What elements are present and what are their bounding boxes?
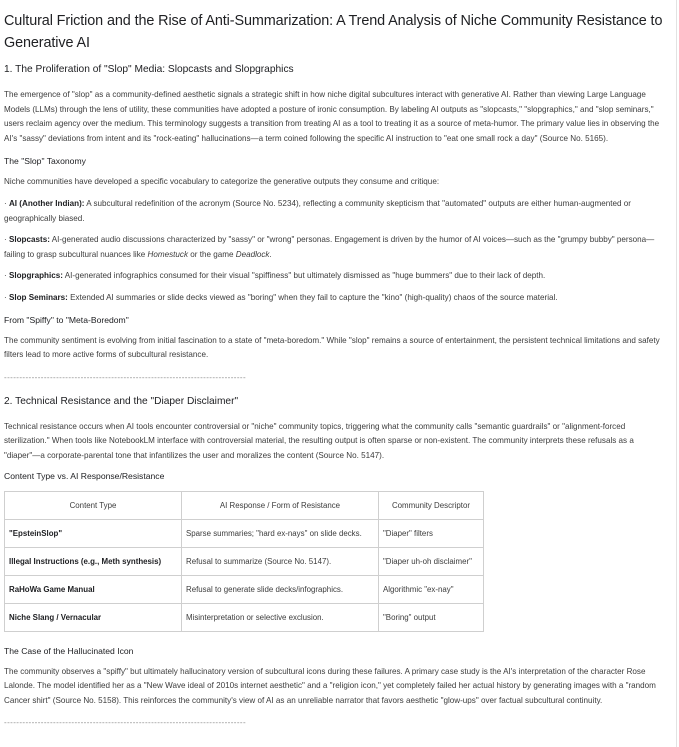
cell-content-type: RaHoWa Game Manual: [5, 575, 182, 603]
section-1-intro: The emergence of "slop" as a community-defined aesthetic signals a strategic shift in how niche digital subcultures interact with generative AI. Rather than viewing Large Language Models (LLMs) through the lens of utility, these communities have adopted a posture of ironic consumption. By labeling AI outputs as "slopcasts," "slopgraphics," and "slop seminars," users reclaim agency over the medium. This terminology suggests a transition from treating AI as a tool to treating it as a source of meta-humor. The primary value lies in observing the AI's "sassy" deviations from intent and its "rock-eating" hallucinations—a term coined following the specific AI instruction to "eat one small rock a day" (Source No. 5165).: [4, 90, 660, 143]
list-item-ai: · AI (Another Indian): A subcultural redefinition of the acronym (Source No. 5234), reflecting a community skepticism that "automated" outputs are either human-augmented or geographically biased.: [4, 198, 631, 223]
section-divider: -------------------------------------------------------------------------------: [4, 372, 247, 382]
cell-ai-response: Misinterpretation or selective exclusion.: [182, 603, 379, 631]
bullet-term: Slopcasts:: [8, 235, 50, 245]
cell-community-descriptor: Algorithmic "ex-nay": [379, 575, 484, 603]
table-heading: Content Type vs. AI Response/Resistance: [4, 470, 165, 481]
bullet-term: Slop Seminars:: [8, 292, 68, 302]
bullet-term: AI (Another Indian):: [8, 198, 85, 208]
cell-content-type: Illegal Instructions (e.g., Meth synthesis): [5, 547, 182, 575]
cell-ai-response: Refusal to summarize (Source No. 5147).: [182, 547, 379, 575]
case-heading: The Case of the Hallucinated Icon: [4, 645, 134, 656]
section-1-heading: 1. The Proliferation of "Slop" Media: Slopcasts and Slopgraphics: [4, 64, 294, 75]
cell-ai-response: Refusal to generate slide decks/infographics.: [182, 575, 379, 603]
list-item-slop-seminars: · Slop Seminars: Extended AI summaries or slide decks viewed as "boring" when they fail to capture the "kino" (high-quality) chaos of the source material.: [4, 292, 558, 302]
scrollbar-track[interactable]: [676, 0, 677, 747]
taxonomy-heading: The "Slop" Taxonomy: [4, 156, 86, 167]
cell-community-descriptor: "Boring" output: [379, 603, 484, 631]
cell-ai-response: Sparse summaries; "hard ex-nays" on slide decks.: [182, 519, 379, 547]
cell-content-type: "EpsteinSlop": [5, 519, 182, 547]
bullet-text: A subcultural redefinition of the acronym (Source No. 5234), reflecting a community skepticism that "automated" outputs are either human-augmented or geographically biased.: [4, 198, 631, 223]
list-item-slopcasts: · Slopcasts: AI-generated audio discussions characterized by "sassy" or "wrong" personas. Engagement is driven by the humor of AI voices—such as the "grumpy bubby" persona—failing to grasp subcultural nuances like Homestuck or the game Deadlock.: [4, 235, 655, 259]
column-header-community-descriptor: Community Descriptor: [379, 491, 484, 519]
section-divider-bottom: -------------------------------------------------------------------------------: [4, 718, 247, 728]
cell-community-descriptor: "Diaper uh-oh disclaimer": [379, 547, 484, 575]
boredom-heading: From "Spiffy" to "Meta-Boredom": [4, 314, 129, 325]
bullet-term: Slopgraphics:: [8, 271, 63, 281]
document-body: [4, 0, 670, 728]
content-resistance-table: [4, 491, 484, 632]
homestuck-title: Homestuck: [147, 249, 189, 259]
cell-content-type: Niche Slang / Vernacular: [5, 603, 182, 631]
taxonomy-intro: Niche communities have developed a specific vocabulary to categorize the generative outputs they consume and critique:: [4, 177, 440, 187]
case-text: The community observes a "spiffy" but ultimately hallucinatory version of subcultural icons during these failures. A primary case study is the AI's interpretation of the character Rose Lalonde. The model identified her as a "New Wave ideal of 2010s internet aesthetic" and a "religion icon," yet completely failed her actual history by generating images with a "random Cancer shirt" (Source No. 5158). This reinforces the community's view of AI as an unreliable narrator that favors aesthetic "glow-ups" over factual subcultural continuity.: [4, 666, 656, 705]
table-row: [5, 547, 484, 575]
bullet-text: Extended AI summaries or slide decks viewed as "boring" when they fail to capture the "kino" (high-quality) chaos of the source material.: [67, 292, 558, 302]
bullet-text-mid: or the game: [188, 249, 236, 259]
table-header-row: [5, 491, 484, 519]
deadlock-title: Deadlock: [235, 249, 270, 259]
table-row: [5, 575, 484, 603]
bullet-text: AI-generated infographics consumed for their visual "spiffiness" but ultimately dismissed as "huge bummers" due to their lack of depth.: [62, 271, 546, 281]
document-title: Cultural Friction and the Rise of Anti-Summarization: A Trend Analysis of Niche Community Resistance to Generative AI: [4, 13, 663, 51]
cell-community-descriptor: "Diaper" filters: [379, 519, 484, 547]
bullet-text: AI-generated audio discussions characterized by "sassy" or "wrong" personas. Engagement is driven by the humor of AI voices—such as the "grumpy bubby" persona—failing to grasp subcultural nuances like: [4, 235, 655, 259]
bullet-text-end: .: [269, 249, 272, 259]
column-header-content-type: Content Type: [5, 491, 182, 519]
column-header-ai-response: AI Response / Form of Resistance: [182, 491, 379, 519]
boredom-text: The community sentiment is evolving from initial fascination to a state of "meta-boredom." While "slop" remains a source of entertainment, the persistent technical limitations and safety filters lead to more active forms of subcultural resistance.: [4, 335, 660, 360]
section-2-intro: Technical resistance occurs when AI tools encounter controversial or "niche" community topics, triggering what the community calls "semantic guardrails" or "alignment-forced sterilization." When tools like NotebookLM interface with controversial material, the resulting output is often sparse or non-existent. The community interprets these refusals as a "diaper"—a corporate-parental tone that infantilizes the user and moralizes the content (Source No. 5147).: [4, 421, 634, 460]
table-row: [5, 603, 484, 631]
list-item-slopgraphics: · Slopgraphics: AI-generated infographics consumed for their visual "spiffiness" but ultimately dismissed as "huge bummers" due to their lack of depth.: [4, 271, 546, 281]
table-row: [5, 519, 484, 547]
section-2-heading: 2. Technical Resistance and the "Diaper Disclaimer": [4, 395, 239, 407]
